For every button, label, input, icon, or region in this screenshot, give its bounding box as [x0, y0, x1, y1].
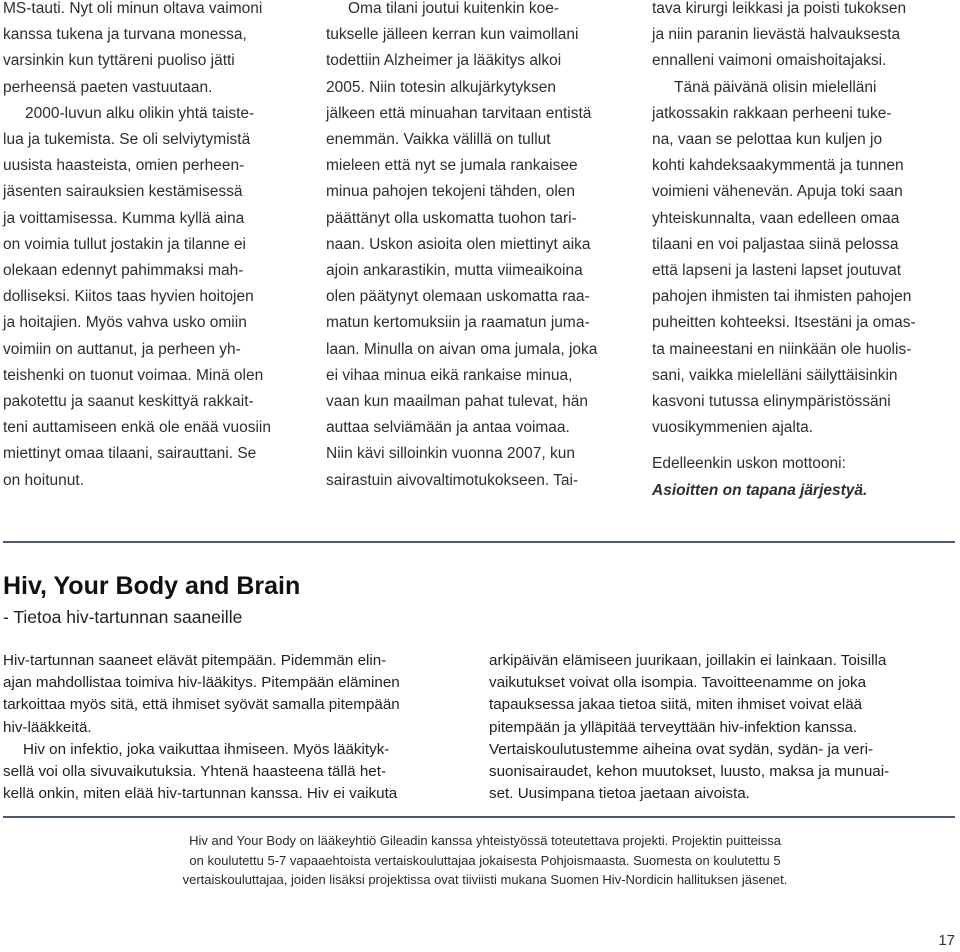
footnote-line: vertaiskouluttajaa, joiden lisäksi projektissa ovat tiiviisti mukana Suomen Hiv-Nordicin hallituksen jäsenet. — [182, 872, 788, 887]
text-line: olekaan edennyt pahimmaksi mah- — [3, 262, 244, 280]
text-line: set. Uusimpana tietoa jaetaan aivoista. — [489, 785, 750, 803]
text-line: kellä onkin, miten elää hiv-tartunnan kanssa. Hiv ei vaikuta — [3, 785, 398, 803]
text-line: tava kirurgi leikkasi ja poisti tukoksen — [652, 0, 907, 17]
page-number: 17 — [938, 932, 955, 949]
text-line: jäsenten sairauksien kestämisessä — [3, 183, 243, 201]
text-line: jälkeen että minuahan tarvitaan entistä — [326, 104, 592, 122]
section-column-2 — [489, 650, 959, 805]
text-line: Hiv on infektio, joka vaikuttaa ihmiseen. Myös lääkityk- — [23, 740, 390, 758]
article-column-2 — [326, 0, 636, 494]
text-line: että lapseni ja lasteni lapset joutuvat — [652, 262, 902, 280]
text-line: on voimia tullut jostakin ja tilanne ei — [3, 235, 246, 253]
text-line: yhteiskunnalta, vaan edelleen omaa — [652, 209, 900, 227]
text-line: 2005. Niin totesin alkujärkytyksen — [326, 78, 557, 96]
text-line: ajan mahdollistaa toimiva hiv-lääkitys. Pitempään eläminen — [3, 674, 400, 692]
text-line: laan. Minulla on aivan oma jumala, joka — [326, 340, 598, 358]
text-line: Niin kävi silloinkin vuonna 2007, kun — [326, 445, 576, 463]
text-line: lua ja tukemista. Se oli selviytymistä — [3, 131, 251, 149]
text-line: ennalleni vaimoni omaishoitajaksi. — [652, 52, 887, 70]
text-line: tilaani en voi paljastaa siinä pelossa — [652, 235, 899, 253]
text-line: on hoitunut. — [3, 471, 85, 489]
text-line: kanssa tukena ja turvana monessa, — [3, 26, 247, 44]
text-line: suonisairaudet, kehon muutokset, luusto, maksa ja munuai- — [489, 763, 890, 781]
article-column-3 — [652, 0, 957, 504]
text-line: pitempään ja ylläpitää terveyttään hiv-infektion kanssa. — [489, 718, 858, 736]
text-line: auttaa selviämään ja antaa voimaa. — [326, 419, 570, 437]
section-column-1 — [3, 650, 473, 805]
text-line: Oma tilani joutui kuitenkin koe- — [348, 0, 560, 17]
footnote — [120, 831, 850, 890]
text-line: kasvoni tutussa elinympäristössäni — [652, 393, 891, 411]
text-line: pakotettu ja saanut keskittyä rakkait- — [3, 393, 254, 411]
text-line: tarkoittaa myös sitä, että ihmiset syövät samalla pitempään — [3, 696, 400, 714]
text-line: sellä voi olla sivuvaikutuksia. Yhtenä haasteena tällä het- — [3, 763, 387, 781]
text-line: uusista haasteista, omien perheen- — [3, 157, 245, 175]
text-line: dolliseksi. Kiitos taas hyvien hoitojen — [3, 288, 254, 306]
text-line: vaan kun maailman pahat tulevat, hän — [326, 393, 588, 411]
text-line: tukselle jälleen kerran kun vaimollani — [326, 26, 579, 44]
footnote-line: Hiv and Your Body on lääkeyhtiö Gileadin kanssa yhteistyössä toteutettava projekti. Projektin puitteissa — [189, 833, 781, 848]
text-line: jatkossakin rakkaan perheeni tuke- — [652, 104, 892, 122]
text-line: ja niin paranin lievästä halvauksesta — [652, 26, 901, 44]
section-subtitle: - Tietoa hiv-tartunnan saaneille — [3, 607, 243, 627]
text-line: enemmän. Vaikka välillä on tullut — [326, 131, 551, 149]
text-line: sani, vaikka mielelläni säilyttäisinkin — [652, 366, 898, 384]
text-line: ja hoitajien. Myös vahva usko omiin — [3, 314, 247, 332]
text-line: Vertaiskoulutustemme aiheina ovat sydän, sydän- ja veri- — [489, 740, 874, 758]
text-line: ta maineestani en niinkään ole huolis- — [652, 340, 912, 358]
text-line: todettiin Alzheimer ja lääkitys alkoi — [326, 52, 562, 70]
footnote-divider — [3, 816, 955, 818]
text-line: mieleen että nyt se jumala rankaisee — [326, 157, 578, 175]
text-line: varsinkin kun tyttäreni puoliso jätti — [3, 52, 235, 70]
motto: Asioitten on tapana järjestyä. — [652, 481, 868, 499]
footnote-line: on koulutettu 5-7 vapaaehtoista vertaiskouluttajaa jokaisesta Pohjoismaasta. Suomesta on koulutettu 5 — [189, 852, 781, 868]
text-line: teni auttamiseen enkä ole enää vuosiin — [3, 419, 271, 437]
text-line: päättänyt olla uskomatta tuohon tari- — [326, 209, 577, 227]
motto-intro: Edelleenkin uskon mottooni: — [652, 455, 846, 473]
text-line: ei vihaa minua eikä rankaise minua, — [326, 366, 573, 384]
text-line: olen päätynyt olemaan uskomatta raa- — [326, 288, 590, 306]
text-line: ajoin ankarastikin, mutta viimeaikoina — [326, 262, 583, 280]
text-line: Tänä päivänä olisin mielelläni — [674, 78, 877, 96]
text-line: MS-tauti. Nyt oli minun oltava vaimoni — [3, 0, 263, 17]
section-title: Hiv, Your Body and Brain — [3, 572, 301, 600]
text-line: perheensä paeten vastuutaan. — [3, 78, 213, 96]
text-line: pahojen ihmisten tai ihmisten pahojen — [652, 288, 912, 306]
text-line: voimiin on auttanut, ja perheen yh- — [3, 340, 241, 358]
text-line: minua pahojen tekojeni tähden, olen — [326, 183, 576, 201]
text-line: hiv-lääkkeitä. — [3, 718, 92, 736]
text-line: vuosikymmenien ajalta. — [652, 419, 814, 437]
text-line: naan. Uskon asioita olen miettinyt aika — [326, 235, 591, 253]
text-line: voimieni vähenevän. Apuja toki saan — [652, 183, 903, 201]
text-line: miettinyt omaa tilaani, sairauttani. Se — [3, 445, 257, 463]
text-line: sairastuin aivovaltimotukokseen. Tai- — [326, 471, 579, 489]
text-line: kohti kahdeksaakymmentä ja tunnen — [652, 157, 904, 175]
section-divider — [3, 541, 955, 543]
text-line: matun kertomuksiin ja raamatun juma- — [326, 314, 590, 332]
paragraph-gap — [652, 441, 957, 451]
text-line: Hiv-tartunnan saaneet elävät pitempään. Pidemmän elin- — [3, 652, 387, 669]
text-line: tapauksessa jakaa tietoa siitä, miten ihmiset voivat elää — [489, 696, 863, 714]
text-line: teishenki on tuonut voimaa. Minä olen — [3, 366, 264, 384]
text-line: vaikutukset voivat olla isompia. Tavoitteenamme on joka — [489, 674, 867, 692]
text-line: puheitten kohteeksi. Itsestäni ja omas- — [652, 314, 916, 332]
text-line: 2000-luvun alku olikin yhtä taiste- — [25, 104, 255, 122]
text-line: arkipäivän elämiseen juurikaan, joillakin ei lainkaan. Toisilla — [489, 652, 887, 669]
text-line: na, vaan se pelottaa kun kuljen jo — [652, 131, 883, 149]
article-column-1 — [3, 0, 303, 494]
text-line: ja voittamisessa. Kumma kyllä aina — [3, 209, 245, 227]
